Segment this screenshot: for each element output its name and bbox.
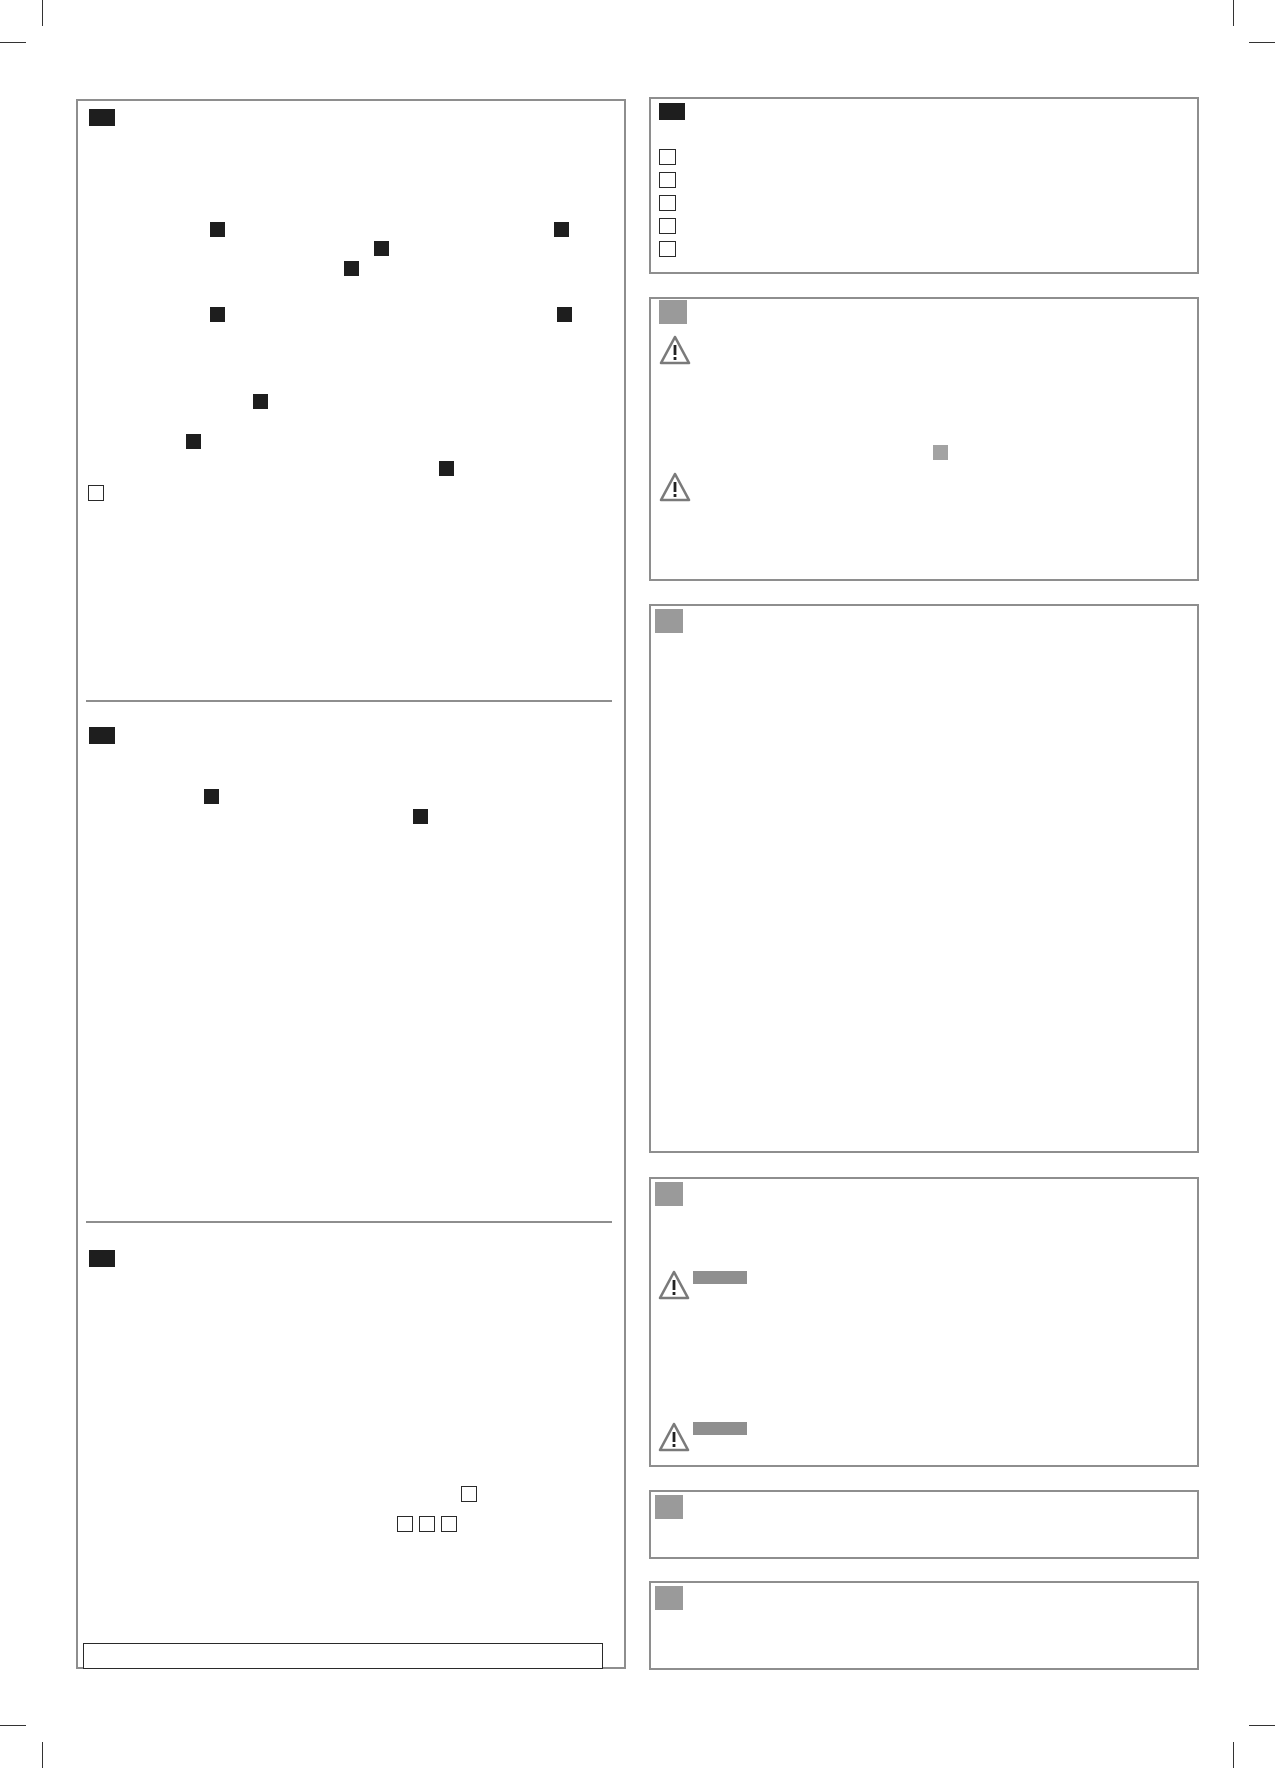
crop-mark-top-right-h [1249,42,1275,43]
caution-label-bar [693,1271,747,1284]
section-2-number-tag [89,727,115,744]
section-divider [86,1221,612,1223]
figure-ref-marker [204,789,219,804]
note-panel-bottom [649,1581,1199,1670]
checklist-number-tag [659,103,685,120]
crop-mark-top-right-v [1233,0,1234,26]
crop-mark-bottom-left-v [42,1742,43,1768]
caution-panel [649,1177,1199,1467]
caution-label-bar [693,1422,747,1435]
warning-triangle-icon [659,335,691,365]
figure-ref-marker [186,434,201,449]
info-panel-number-tag [655,609,683,633]
section-3-number-tag [89,1250,115,1267]
crop-mark-top-left-h [0,42,26,43]
empty-checkbox-icon[interactable] [659,172,676,188]
figure-ref-marker [557,307,572,322]
section-1-number-tag [89,109,115,126]
note-panel-number-tag [655,1495,683,1519]
crop-mark-top-left-v [42,0,43,26]
bottom-panel-number-tag [655,1586,683,1610]
empty-checkbox-icon [419,1516,435,1532]
figure-ref-marker [253,394,268,409]
caution-panel-number-tag [655,1182,683,1206]
section-divider [86,700,612,702]
note-panel-small [649,1490,1199,1559]
footer-note-box [83,1643,603,1669]
info-panel-large [649,604,1199,1153]
empty-checkbox-icon [88,485,104,501]
figure-ref-marker [933,445,948,460]
checklist-panel [649,97,1199,274]
warning-triangle-icon [658,1422,690,1452]
figure-ref-marker [374,241,389,256]
crop-mark-bottom-right-h [1249,1725,1275,1726]
figure-ref-marker [344,261,359,276]
warning-triangle-icon [659,472,691,502]
figure-ref-marker [439,461,454,476]
empty-checkbox-icon [441,1516,457,1532]
empty-checkbox-icon [397,1516,413,1532]
empty-checkbox-icon[interactable] [659,149,676,165]
figure-ref-marker [210,222,225,237]
figure-ref-marker [554,222,569,237]
empty-checkbox-icon [461,1486,477,1502]
empty-checkbox-icon[interactable] [659,195,676,211]
warning-panel [649,297,1199,581]
warning-panel-number-tag [659,300,687,324]
empty-checkbox-icon[interactable] [659,241,676,257]
warning-triangle-icon [658,1270,690,1300]
figure-ref-marker [210,307,225,322]
left-column-panel [76,99,626,1669]
empty-checkbox-icon[interactable] [659,218,676,234]
crop-mark-bottom-left-h [0,1725,26,1726]
crop-mark-bottom-right-v [1233,1742,1234,1768]
figure-ref-marker [413,809,428,824]
